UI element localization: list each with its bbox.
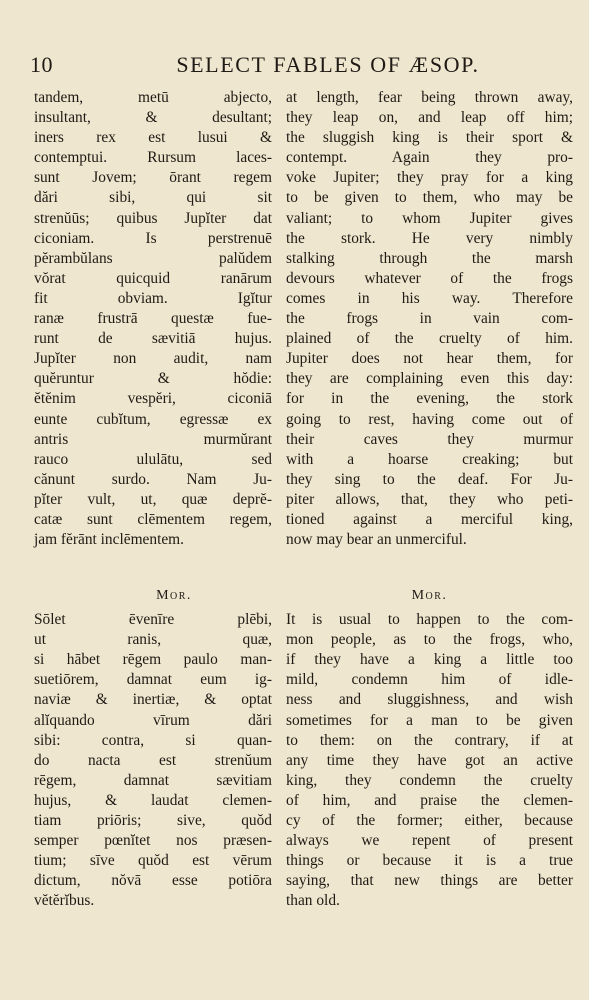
english-moral-section	[286, 586, 573, 912]
latin-moral-line: do nacta est strenŭum	[34, 751, 272, 769]
page-header	[30, 52, 570, 80]
english-moral-line: to them: on the contrary, if at	[286, 731, 573, 749]
english-text-line: they sing to the deaf. For Ju-	[286, 470, 573, 488]
english-text-line: the frogs in vain com-	[286, 310, 573, 328]
latin-text-line: fit obviam. Igĭtur	[34, 289, 272, 307]
english-text-line: voke Jupiter; they pray for a king	[286, 169, 573, 187]
latin-moral-section	[34, 586, 272, 912]
english-moral-line: always we repent of present	[286, 832, 573, 850]
latin-moral-line: dictum, nŏvā esse potiōra	[34, 872, 272, 890]
english-text-line: plained of the cruelty of him.	[286, 330, 573, 348]
english-text-line: the sluggish king is their sport &	[286, 129, 573, 147]
latin-text-line: contemptui. Rursum laces-	[34, 149, 272, 167]
english-moral-line: sometimes for a man to be given	[286, 711, 573, 729]
latin-text-line: ciconiam. Is perstrenuē	[34, 229, 272, 247]
english-moral-line: any time they have got an active	[286, 751, 573, 769]
running-head: SELECT FABLES OF ÆSOP.	[176, 52, 480, 77]
english-moral-line: ness and sluggishness, and wish	[286, 691, 573, 709]
english-text-line: their caves they murmur	[286, 430, 573, 448]
english-moral-line: of him, and praise the clemen-	[286, 791, 573, 809]
latin-text-column	[34, 88, 272, 550]
english-text-line: contempt. Again they pro-	[286, 149, 573, 167]
latin-text-line: ranæ frustrā questæ fue-	[34, 310, 272, 328]
latin-text-line: insultant, & desultant;	[34, 109, 272, 127]
english-moral-heading: Mor.	[411, 588, 448, 603]
english-moral-line: things or because it is a true	[286, 852, 573, 870]
latin-text-line: vŏrat quicquid ranārum	[34, 269, 272, 287]
latin-moral-text	[34, 610, 272, 911]
latin-moral-line: suetiōrem, damnat eum ig-	[34, 671, 272, 689]
latin-moral-heading: Mor.	[156, 588, 192, 603]
latin-moral-line: naviæ & inertiæ, & optat	[34, 691, 272, 709]
latin-text-line: antris murmŭrant	[34, 430, 272, 448]
latin-text-line: eunte cubĭtum, egressæ ex	[34, 410, 272, 428]
latin-text-line: pĕrambŭlans palŭdem	[34, 249, 272, 267]
latin-text-line: cănunt surdo. Nam Ju-	[34, 470, 272, 488]
latin-text-line: ĕtĕnim vespĕri, ciconiā	[34, 390, 272, 408]
english-text-line: they are complaining even this day:	[286, 370, 573, 388]
english-moral-text	[286, 610, 573, 911]
english-text-line: valiant; to whom Jupiter gives	[286, 209, 573, 227]
english-moral-line: mild, condemn him of idle-	[286, 671, 573, 689]
english-text-line: devours whatever of the frogs	[286, 269, 573, 287]
latin-text-line: jam fĕrānt inclēmentem.	[34, 531, 184, 549]
english-text-line: for in the evening, the stork	[286, 390, 573, 408]
english-moral-line: than old.	[286, 892, 340, 910]
english-text-line: piter allows, that, they who peti-	[286, 490, 573, 508]
english-moral-line: mon people, as to the frogs, who,	[286, 631, 573, 649]
latin-text-line: runt de sævitiā hujus.	[34, 330, 272, 348]
english-text-column	[286, 88, 573, 550]
latin-moral-line: tiam priōris; sive, quŏd	[34, 812, 272, 830]
english-text-line: comes in his way. Therefore	[286, 289, 573, 307]
latin-moral-line: hujus, & laudat clemen-	[34, 791, 272, 809]
english-moral-line: cy of the former; either, because	[286, 812, 573, 830]
latin-moral-line: si hābet rēgem paulo man-	[34, 651, 272, 669]
latin-text-line: strenŭūs; quibus Jupĭter dat	[34, 209, 272, 227]
english-moral-line: if they have a king a little too	[286, 651, 573, 669]
latin-moral-line: vĕtĕrĭbus.	[34, 892, 95, 910]
english-moral-line: It is usual to happen to the com-	[286, 611, 573, 629]
latin-text-line: rauco ululātu, sed	[34, 450, 272, 468]
latin-moral-line: tium; sīve quŏd est vērum	[34, 852, 272, 870]
latin-text-line: iners rex est lusui &	[34, 129, 272, 147]
english-moral-line: king, they condemn the cruelty	[286, 771, 573, 789]
latin-moral-line: semper pœnĭtet nos præsen-	[34, 832, 272, 850]
english-text-line: stalking through the marsh	[286, 249, 573, 267]
english-text-line: the stork. He very nimbly	[286, 229, 573, 247]
latin-text-line: catæ sunt clēmentem regem,	[34, 510, 272, 528]
english-moral-line: saying, that new things are better	[286, 872, 573, 890]
latin-text-line: tandem, metū abjecto,	[34, 89, 272, 106]
english-text-line: to be given to them, who may be	[286, 189, 573, 207]
latin-text-line: quĕruntur & hŏdie:	[34, 370, 272, 388]
latin-text-line: sunt Jovem; ōrant regem	[34, 169, 272, 187]
latin-text-line: Jupĭter non audit, nam	[34, 350, 272, 368]
english-text-line: tioned against a merciful king,	[286, 510, 573, 528]
english-text-line: Jupiter does not hear them, for	[286, 350, 573, 368]
page-number: 10	[30, 52, 53, 77]
latin-moral-line: rēgem, damnat sævitiam	[34, 771, 272, 789]
latin-moral-line: Sōlet ēvenīre plēbi,	[34, 611, 272, 629]
latin-moral-line: ut ranis, quæ,	[34, 631, 272, 649]
latin-text-line: dări sibi, qui sit	[34, 189, 272, 207]
latin-text-line: pĭter vult, ut, quæ deprĕ-	[34, 490, 272, 508]
english-text-line: now may bear an unmerciful.	[286, 531, 467, 549]
latin-moral-line: alĭquando vīrum dări	[34, 711, 272, 729]
english-text-line: going to rest, having come out of	[286, 410, 573, 428]
latin-moral-line: sibi: contra, si quan-	[34, 731, 272, 749]
english-text-line: with a hoarse creaking; but	[286, 450, 573, 468]
english-text-line: they leap on, and leap off him;	[286, 109, 573, 127]
english-text-line: at length, fear being thrown away,	[286, 89, 573, 106]
